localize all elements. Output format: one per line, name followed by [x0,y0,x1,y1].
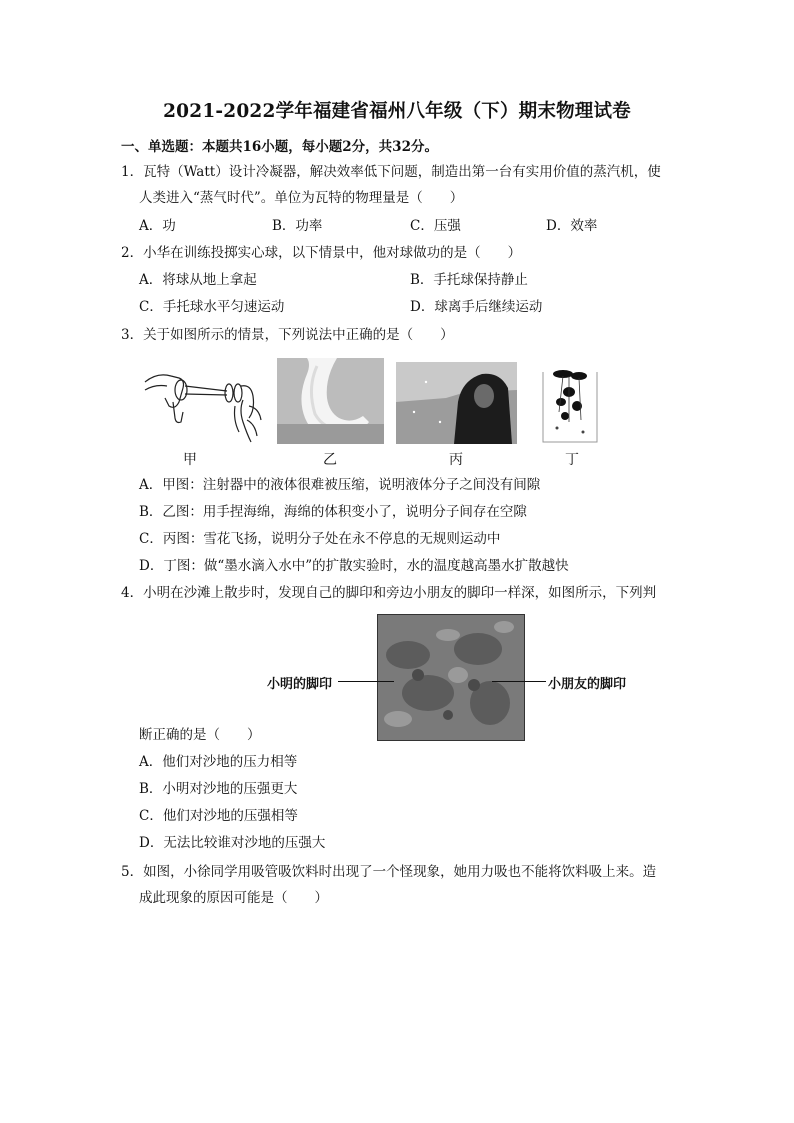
q5-line1: 5．如图，小徐同学用吸管吸饮料时出现了一个怪现象，她用力吸也不能将饮料吸上来。造 [121,864,657,880]
footprint-label-left: 小明的脚印 [267,677,333,692]
caption-ding: 丁 [565,452,579,468]
q2-option-a: A．将球从地上拿起 [139,272,257,288]
ink-diffusion-figure [539,362,601,446]
q1-line2: 人类进入“蒸气时代”。单位为瓦特的物理量是（ ） [139,190,464,206]
q5-line2: 成此现象的原因可能是（ ） [139,890,328,906]
footprint-pointer-left [338,681,394,682]
q3-option-d: D．丁图：做“墨水滴入水中”的扩散实验时，水的温度越高墨水扩散越快 [139,558,569,574]
q2-option-c: C．手托球水平匀速运动 [139,299,285,315]
q3-option-c: C．丙图：雪花飞扬，说明分子处在永不停息的无规则运动中 [139,531,501,547]
section-heading: 一、单选题：本题共16小题，每小题2分，共32分。 [121,139,438,155]
syringe-figure [139,362,264,446]
footprint-pointer-right [492,681,546,682]
footprint-label-right: 小朋友的脚印 [548,677,627,692]
snow-photo [396,362,517,444]
q1-option-b: B．功率 [272,218,323,234]
q4-line2: 断正确的是（ ） [139,727,261,743]
q3-line1: 3．关于如图所示的情景，下列说法中正确的是（ ） [121,327,454,343]
q1-option-c: C．压强 [410,218,461,234]
caption-yi: 乙 [323,452,337,468]
q1-option-a: A．功 [139,218,176,234]
q2-option-d: D．球离手后继续运动 [410,299,543,315]
caption-jia: 甲 [183,452,197,468]
q3-option-a: A．甲图：注射器中的液体很难被压缩，说明液体分子之间没有间隙 [139,477,541,493]
q4-option-b: B．小明对沙地的压强更大 [139,781,298,797]
q1-line1: 1．瓦特（Watt）设计冷凝器，解决效率低下问题，制造出第一台有实用价值的蒸汽机，使 [121,164,661,180]
q1-option-d: D．效率 [546,218,598,234]
caption-bing: 丙 [449,452,463,468]
sponge-photo [277,358,384,444]
q2-line1: 2．小华在训练投掷实心球，以下情景中，他对球做功的是（ ） [121,245,522,261]
q2-option-b: B．手托球保持静止 [410,272,528,288]
footprint-photo [377,614,525,741]
page-title: 2021-2022学年福建省福州八年级（下）期末物理试卷 [163,101,631,122]
q3-option-b: B．乙图：用手捏海绵，海绵的体积变小了，说明分子间存在空隙 [139,504,527,520]
q4-option-c: C．他们对沙地的压强相等 [139,808,298,824]
q4-option-d: D．无法比较谁对沙地的压强大 [139,835,326,851]
q4-option-a: A．他们对沙地的压力相等 [139,754,298,770]
q4-line1: 4．小明在沙滩上散步时，发现自己的脚印和旁边小朋友的脚印一样深，如图所示，下列判 [121,585,657,601]
